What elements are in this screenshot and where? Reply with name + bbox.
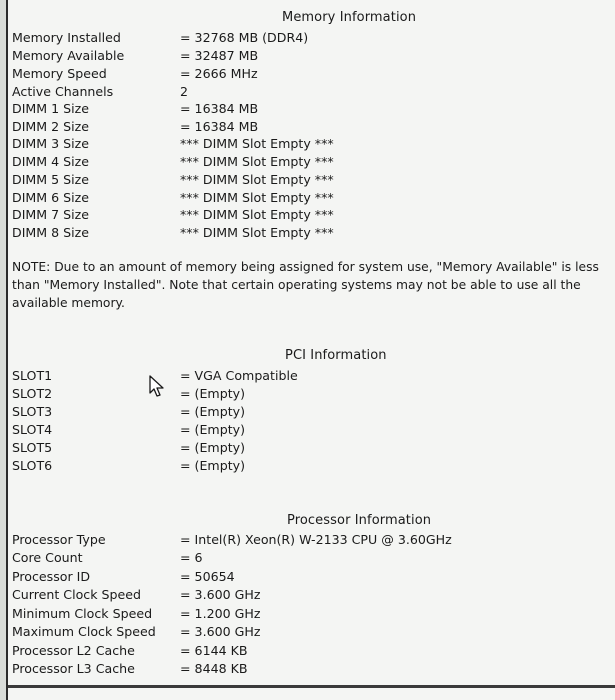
pci-row-label: SLOT6 xyxy=(12,458,53,473)
memory-row-label: Memory Installed xyxy=(12,30,121,45)
processor-row-label: Maximum Clock Speed xyxy=(12,624,156,639)
memory-row-value: *** DIMM Slot Empty *** xyxy=(180,190,334,205)
processor-row-value: = 3.600 GHz xyxy=(180,587,261,602)
processor-row-label: Processor L3 Cache xyxy=(12,661,135,676)
memory-row-value: = 32768 MB (DDR4) xyxy=(180,30,309,45)
memory-row-label: DIMM 3 Size xyxy=(12,136,90,151)
processor-row-label: Processor ID xyxy=(12,569,91,584)
pci-row-label: SLOT2 xyxy=(12,386,53,401)
memory-row-label: Memory Available xyxy=(12,48,125,63)
pci-row-value: = (Empty) xyxy=(180,440,245,455)
memory-row-value: = 16384 MB xyxy=(180,101,259,116)
processor-row-label: Processor L2 Cache xyxy=(12,643,135,658)
memory-row-label: DIMM 4 Size xyxy=(12,154,90,169)
bottom-divider xyxy=(8,685,615,688)
memory-row-label: Memory Speed xyxy=(12,66,107,81)
pci-row-label: SLOT3 xyxy=(12,404,53,419)
processor-section-title: Processor Information xyxy=(287,513,432,528)
system-information-panel xyxy=(6,0,615,700)
memory-row-value: *** DIMM Slot Empty *** xyxy=(180,172,334,187)
pci-section-title: PCI Information xyxy=(285,348,387,363)
memory-row-value: = 2666 MHz xyxy=(180,66,258,81)
processor-row-value: = 50654 xyxy=(180,569,235,584)
processor-row-label: Core Count xyxy=(12,550,83,565)
processor-row-value: = 8448 KB xyxy=(180,661,248,676)
memory-row-value: 2 xyxy=(180,84,189,99)
processor-row-value: = 6144 KB xyxy=(180,643,248,658)
memory-row-label: DIMM 1 Size xyxy=(12,101,90,116)
memory-row-label: DIMM 2 Size xyxy=(12,119,90,134)
processor-row-label: Current Clock Speed xyxy=(12,587,141,602)
memory-note: NOTE: Due to an amount of memory being assigned for system use, "Memory Available" is less than "Memory Installed". Note that certain operating systems may not be able to use all the available memory. xyxy=(12,260,599,310)
memory-row-label: Active Channels xyxy=(12,84,114,99)
pci-row-label: SLOT5 xyxy=(12,440,53,455)
mouse-pointer-icon xyxy=(148,375,166,399)
processor-row-value: = 3.600 GHz xyxy=(180,624,261,639)
memory-row-value: = 16384 MB xyxy=(180,119,259,134)
memory-section-title: Memory Information xyxy=(282,10,417,25)
pci-row-value: = (Empty) xyxy=(180,404,245,419)
processor-row-label: Minimum Clock Speed xyxy=(12,606,153,621)
processor-row-label: Processor Type xyxy=(12,532,106,547)
processor-row-value: = Intel(R) Xeon(R) W-2133 CPU @ 3.60GHz xyxy=(180,532,452,547)
memory-row-label: DIMM 5 Size xyxy=(12,172,90,187)
memory-row-label: DIMM 6 Size xyxy=(12,190,90,205)
memory-row-label: DIMM 8 Size xyxy=(12,225,90,240)
pci-row-value: = (Empty) xyxy=(180,422,245,437)
processor-row-value: = 6 xyxy=(180,550,203,565)
pci-row-value: = VGA Compatible xyxy=(180,368,298,383)
pci-row-value: = (Empty) xyxy=(180,386,245,401)
memory-row-value: *** DIMM Slot Empty *** xyxy=(180,136,334,151)
memory-row-label: DIMM 7 Size xyxy=(12,207,90,222)
memory-row-value: = 32487 MB xyxy=(180,48,259,63)
pci-row-label: SLOT4 xyxy=(12,422,53,437)
memory-row-value: *** DIMM Slot Empty *** xyxy=(180,207,334,222)
memory-row-value: *** DIMM Slot Empty *** xyxy=(180,225,334,240)
memory-row-value: *** DIMM Slot Empty *** xyxy=(180,154,334,169)
pci-row-value: = (Empty) xyxy=(180,458,245,473)
processor-row-value: = 1.200 GHz xyxy=(180,606,261,621)
pci-row-label: SLOT1 xyxy=(12,368,53,383)
